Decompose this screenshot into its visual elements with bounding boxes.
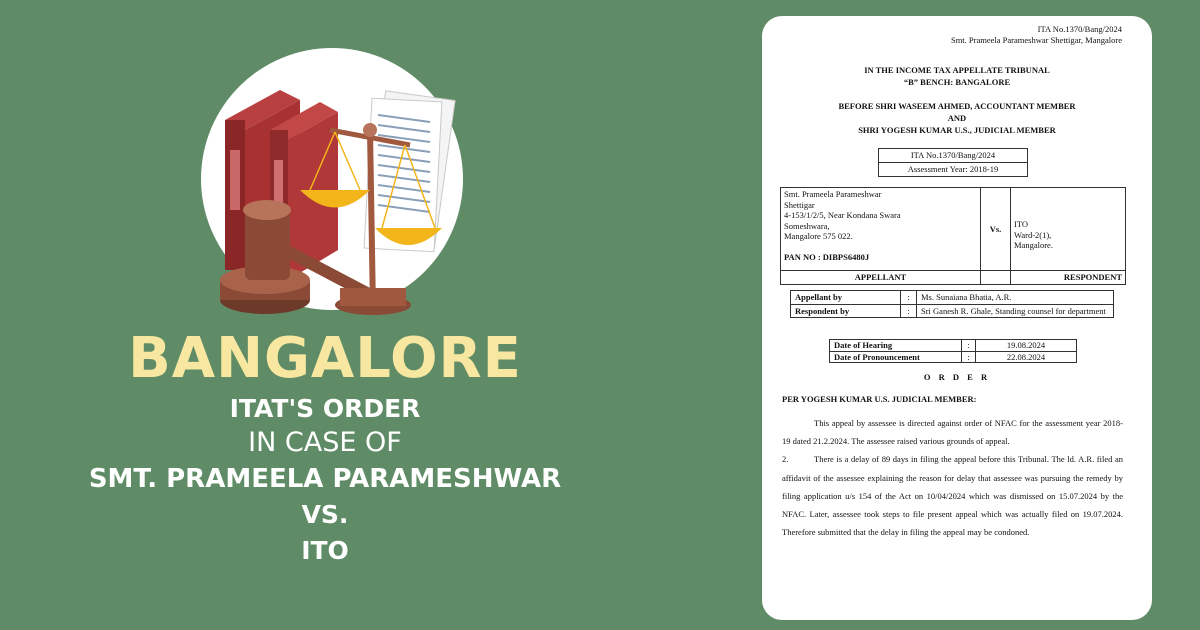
respondent-cell xyxy=(1011,188,1126,271)
appellant-cell xyxy=(781,188,981,271)
order-body xyxy=(782,414,1123,541)
rep-label: Appellant by xyxy=(791,291,901,305)
table-row xyxy=(830,340,1077,352)
bench-title: “B” BENCH: BANGALORE xyxy=(903,77,1011,87)
table-row xyxy=(791,291,1114,305)
appellant-address-1: 4-153/1/2/5, Near Kondana Swara xyxy=(784,210,901,220)
member-line: SHRI YOGESH KUMAR U.S., JUDICIAL MEMBER xyxy=(858,125,1056,135)
respondent-ward: Ward-2(1), xyxy=(1014,229,1052,240)
order-title: O R D E R xyxy=(923,372,991,382)
respondent-name: ITO xyxy=(1014,219,1029,230)
hero-line-in-case: IN CASE OF xyxy=(248,427,402,458)
assessment-year: Assessment Year: 2018-19 xyxy=(907,164,999,174)
ita-number: ITA No.1370/Bang/2024 xyxy=(879,149,1027,163)
before-line: BEFORE SHRI WASEEM AHMED, ACCOUNTANT MEMBER xyxy=(838,101,1076,111)
date-sep: : xyxy=(962,351,976,363)
blank-cell xyxy=(981,271,1011,285)
date-label: Date of Pronouncement xyxy=(830,351,962,363)
appellant-address-2: Someshwara, xyxy=(784,220,830,231)
rep-label: Respondent by xyxy=(791,304,901,318)
vs-cell: Vs. xyxy=(981,188,1011,271)
header-party: Smt. Prameela Parameshwar Shettigar, Mangalore xyxy=(950,35,1122,45)
hero-line-ito: ITO xyxy=(301,536,349,565)
ita-number-box xyxy=(878,148,1028,177)
appellant-pan: PAN NO : DIBPS6480J xyxy=(784,251,870,262)
header-ref: ITA No.1370/Bang/2024 xyxy=(1037,24,1122,34)
dates-table xyxy=(829,339,1077,363)
per-member-heading: PER YOGESH KUMAR U.S. JUDICIAL MEMBER: xyxy=(782,394,977,404)
rep-value: Sri Ganesh R. Ghale, Standing counsel for department xyxy=(917,304,1114,318)
appellant-name-cont: Shettigar xyxy=(784,199,815,210)
order-document-card xyxy=(762,16,1152,620)
parties-table xyxy=(780,187,1126,285)
document-pages-icon xyxy=(364,91,455,252)
respondent-label: RESPONDENT xyxy=(1011,271,1126,285)
respondent-city: Mangalore. xyxy=(1014,240,1053,251)
hero-line-vs: VS. xyxy=(301,500,349,529)
hero-city-title: BANGALORE xyxy=(128,326,522,391)
appellant-name: Smt. Prameela Parameshwar xyxy=(784,189,882,199)
tribunal-title: IN THE INCOME TAX APPELLATE TRIBUNAL xyxy=(864,65,1050,75)
paragraph-2-number: 2. xyxy=(782,454,789,465)
document-header xyxy=(951,24,1122,46)
appellant-label: APPELLANT xyxy=(781,271,981,285)
date-value: 22.08.2024 xyxy=(976,351,1077,363)
date-label: Date of Hearing xyxy=(830,340,962,352)
rep-value: Ms. Sunaiana Bhatia, A.R. xyxy=(917,291,1114,305)
table-row xyxy=(830,351,1077,363)
appellant-address-3: Mangalore 575 022. xyxy=(784,231,853,241)
hero-line-party: SMT. PRAMEELA PARAMESHWAR xyxy=(88,464,562,494)
paragraph-1: This appeal by assessee is directed against order of NFAC for the assessment year 2018-19 dated 21.2.2024. The assessee raised various grounds of appeal. xyxy=(782,418,1123,447)
hero-line-order: ITAT'S ORDER xyxy=(229,394,421,423)
table-row xyxy=(791,304,1114,318)
date-value: 19.08.2024 xyxy=(976,340,1077,352)
and-line: AND xyxy=(947,113,967,123)
date-sep: : xyxy=(962,340,976,352)
representatives-table xyxy=(790,290,1114,318)
rep-sep: : xyxy=(901,291,917,305)
legal-illustration xyxy=(190,90,490,330)
paragraph-2-text: There is a delay of 89 days in filing the appeal before this Tribunal. The ld. A.R. filed an affidavit of the assessee explaining the reason for delay that assessee was pursuing the remedy by filing application u/s 154 of the Act on 10/04/2024 which was dismissed on 15.07.2024 by the NFAC. Later, assessee took steps to file present appeal which was actually filed on 19.07.2024. Therefore submitted that the delay in filing the appeal may be condoned. xyxy=(782,454,1123,538)
rep-sep: : xyxy=(901,304,917,318)
paragraph-2 xyxy=(782,450,1123,541)
